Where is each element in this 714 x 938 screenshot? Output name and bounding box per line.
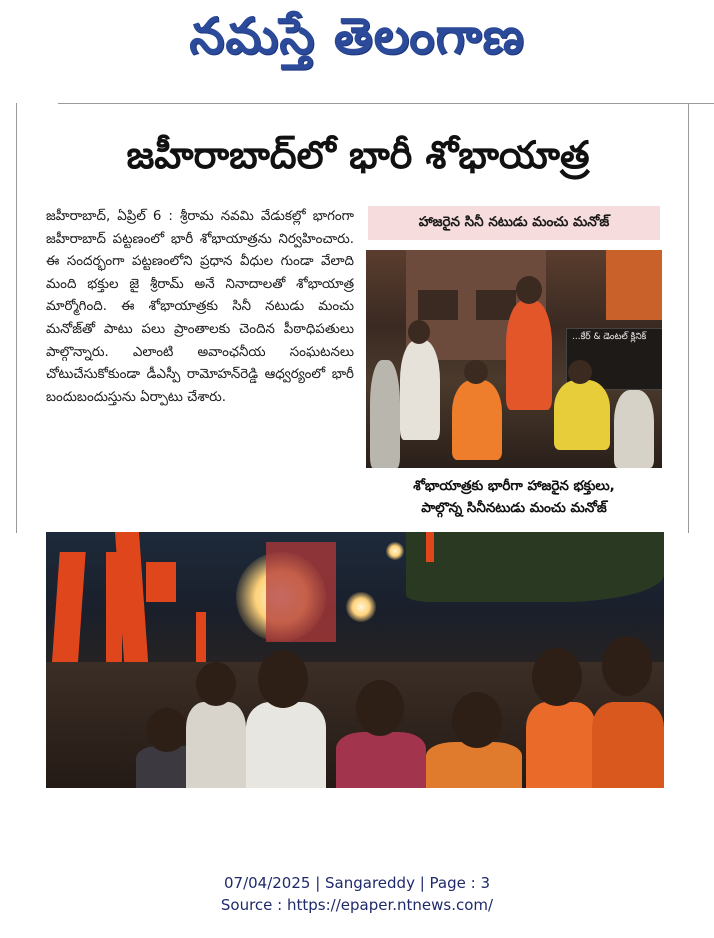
photo1-building-window [418, 290, 458, 320]
photo1-person-head [464, 360, 488, 384]
photo2-person [246, 702, 326, 788]
photo2-person [336, 732, 426, 788]
photo-manchu-manoj-rally [366, 250, 662, 468]
article-headline: జహీరాబాద్‌లో భారీ శోభాయాత్ర [126, 133, 590, 177]
photo2-person-head [146, 708, 188, 752]
photo1-caption-line2: పాల్గొన్న సినీనటుడు మంచు మనోజ్ [421, 500, 607, 516]
top-rule [58, 103, 714, 104]
photo2-flag [426, 532, 434, 562]
photo1-person-head [568, 360, 592, 384]
photo2-street-light [346, 592, 376, 622]
photo1-person [452, 380, 502, 460]
photo1-caption-bottom [366, 472, 662, 522]
photo2-flag [196, 612, 206, 662]
photo2-person-head [356, 680, 404, 736]
photo2-person-head [602, 636, 652, 696]
photo1-person [506, 300, 552, 410]
footer-source: Source : https://epaper.ntnews.com/ [220, 896, 494, 914]
photo2-person [186, 702, 246, 788]
article-body: జహీరాబాద్, ఏప్రిల్ 6 : శ్రీరామ నవమి వేడుకల్లో భాగంగా జహీరాబాద్ పట్టణంలో భారీ శోభాయాత్రను నిర్వహించారు. ఈ సందర్భంగా పట్టణంలోని ప్రధాన వీధుల గుండా వేలాది మంది భక్తుల జై శ్రీరామ్ అనే నినాదాలతో శోభాయాత్ర మార్మోగింది. ఈ శోభాయాత్రకు సినీ నటుడు మంచు మనోజ్‌తో పాటు పలు ప్రాంతాలకు చెందిన పీఠాధిపతులు పాల్గొన్నారు. ఎలాంటి అవాంఛనీయ సంఘటనలు చోటుచేసుకోకుండా డీఎస్పీ రామోహన్‌రెడ్డి ఆధ్వర్యంలో భారీ బందుబందుస్తును ఏర్పాటు చేశారు. [46, 209, 354, 405]
photo1-person-head [408, 320, 430, 344]
photo2-person-head [196, 662, 236, 706]
photo1-caption-top: హాజరైన సినీ నటుడు మంచు మనోజ్ [368, 206, 660, 240]
photo2-street-light [386, 542, 404, 560]
photo2-flag [146, 562, 176, 602]
photo1-person [614, 390, 654, 468]
photo1-caption-line1: శోభాయాత్రకు భారీగా హాజరైన భక్తులు, [413, 478, 615, 494]
photo1-person [554, 380, 610, 450]
photo2-person-head [258, 650, 308, 708]
right-rule [688, 103, 689, 533]
photo2-person [426, 742, 522, 788]
photo1-orange-banner [606, 250, 662, 320]
photo1-person-head [516, 276, 542, 304]
left-rule [16, 103, 17, 533]
photo2-trees [406, 532, 664, 602]
masthead-title: నమస్తే తెలంగాణ [189, 6, 525, 65]
photo2-person [526, 702, 596, 788]
photo-procession-crowd [46, 532, 664, 788]
photo1-person [400, 340, 440, 440]
photo1-clinic-sign-text: ...కేర్ & డెంటల్ క్లినిక్ [572, 332, 647, 342]
photo2-person [592, 702, 664, 788]
page-footer [0, 872, 714, 916]
footer-date-edition: 07/04/2025 | Sangareddy | Page : 3 [223, 874, 490, 892]
photo2-decor-tower [266, 542, 336, 642]
photo1-person [370, 360, 400, 468]
photo2-person-head [452, 692, 502, 748]
photo2-person-head [532, 648, 582, 706]
